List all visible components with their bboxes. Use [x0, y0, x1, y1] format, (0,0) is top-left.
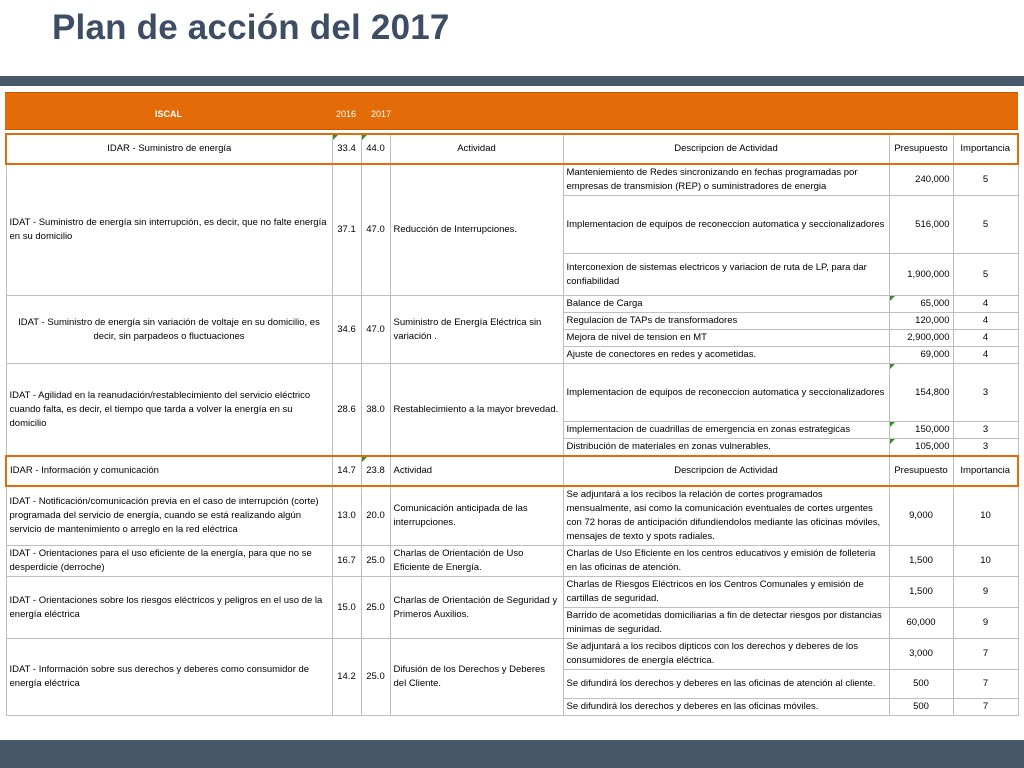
importance-cell: 5 [953, 196, 1018, 254]
table-row [6, 296, 1018, 313]
activity-cell: Restablecimiento a la mayor brevedad. [390, 364, 563, 457]
budget-cell: 1,900,000 [889, 254, 953, 296]
value-2016: 37.1 [332, 164, 361, 296]
footer-bar [0, 740, 1024, 768]
activity-cell: Comunicación anticipada de las interrupciones. [390, 486, 563, 546]
description-cell: Barrido de acometidas domiciliarias a fin de detectar riesgos por distancias minimas de seguridad. [563, 608, 889, 639]
budget-cell: 120,000 [889, 313, 953, 330]
indicator-cell: IDAT - Orientaciones para el uso eficiente de la energía, para que no se desperdicie (derroche) [6, 546, 332, 577]
table-row [6, 486, 1018, 546]
activity-cell: Difusión de los Derechos y Deberes del Cliente. [390, 639, 563, 716]
budget-cell: 60,000 [889, 608, 953, 639]
column-band [5, 92, 1018, 130]
importance-cell: 4 [953, 296, 1018, 313]
budget-cell: 500 [889, 699, 953, 716]
value-2016: 15.0 [332, 577, 361, 639]
importance-cell: 9 [953, 577, 1018, 608]
table-row [6, 364, 1018, 422]
activity-cell: Suministro de Energía Eléctrica sin variación . [390, 296, 563, 364]
budget-cell: 105,000 [889, 439, 953, 457]
activity-cell: Reducción de Interrupciones. [390, 164, 563, 296]
description-cell: Charlas de Uso Eficiente en los centros educativos y emisión de folleteria en las oficinas de atención. [563, 546, 889, 577]
description-cell: Ajuste de conectores en redes y acometidas. [563, 347, 889, 364]
importance-cell: 4 [953, 330, 1018, 347]
budget-cell: 1,500 [889, 546, 953, 577]
band-year-2016: 2016 [336, 109, 357, 119]
budget-cell: 154,800 [889, 364, 953, 422]
indicator-cell: IDAT - Suministro de energía sin variación de voltaje en su domicilio, es decir, sin parpadeos o fluctuaciones [6, 296, 332, 364]
description-cell: Se adjuntará a los recibos dipticos con los derechos y deberes de los consumidores de energía eléctrica. [563, 639, 889, 670]
budget-cell: 65,000 [889, 296, 953, 313]
importance-cell: 4 [953, 313, 1018, 330]
value-2016: 14.2 [332, 639, 361, 716]
action-plan-table [5, 133, 1019, 716]
description-cell: Se difundirá los derechos y deberes en las oficinas de atención al cliente. [563, 670, 889, 699]
importance-cell: 5 [953, 164, 1018, 196]
header-importance: Importancia [953, 456, 1018, 486]
budget-cell: 240,000 [889, 164, 953, 196]
title-divider-bar [0, 76, 1024, 86]
budget-cell: 516,000 [889, 196, 953, 254]
section-header-row [6, 134, 1018, 164]
value-2017: 25.0 [361, 546, 390, 577]
indicator-cell: IDAT - Suministro de energía sin interrupción, es decir, que no falte energía en su domicilio [6, 164, 332, 296]
importance-cell: 7 [953, 670, 1018, 699]
table-row [6, 577, 1018, 608]
indicator-cell: IDAT - Agilidad en la reanudación/restablecimiento del servicio eléctrico cuando falta, es decir, el tiempo que tarda a volver la energía en su domicilio [6, 364, 332, 457]
description-cell: Mejora de nivel de tension en MT [563, 330, 889, 347]
description-cell: Charlas de Riesgos Eléctricos en los Centros Comunales y emisión de cartillas de seguridad. [563, 577, 889, 608]
budget-cell: 69,000 [889, 347, 953, 364]
table-row [6, 546, 1018, 577]
description-cell: Implementacion de equipos de reconeccion automatica y seccionalizadores [563, 364, 889, 422]
header-value-2017: 23.8 [361, 456, 390, 486]
value-2016: 13.0 [332, 486, 361, 546]
header-description: Descripcion de Actividad [563, 456, 889, 486]
budget-cell: 1,500 [889, 577, 953, 608]
band-label: ISCAL [155, 109, 182, 119]
value-2017: 25.0 [361, 577, 390, 639]
header-value-2016: 33.4 [332, 134, 361, 164]
value-2017: 47.0 [361, 296, 390, 364]
value-2017: 47.0 [361, 164, 390, 296]
budget-cell: 3,000 [889, 639, 953, 670]
budget-cell: 9,000 [889, 486, 953, 546]
budget-cell: 150,000 [889, 422, 953, 439]
table-row [6, 164, 1018, 196]
header-budget: Presupuesto [889, 456, 953, 486]
header-activity: Actividad [390, 134, 563, 164]
description-cell: Interconexion de sistemas electricos y variacion de ruta de LP, para dar confiabilidad [563, 254, 889, 296]
description-cell: Se difundirá los derechos y deberes en las oficinas móviles. [563, 699, 889, 716]
table-row [6, 639, 1018, 670]
description-cell: Se adjuntará a los recibos la relación de cortes programados mensualmente, asi como la comunicación eventuales de cortes urgentes con 72 horas de anticipación difundiendolos mediante las oficinas móviles, mensajes de texto y spots radiales. [563, 486, 889, 546]
section-name: IDAR - Información y comunicación [6, 456, 332, 486]
activity-cell: Charlas de Orientación de Uso Eficiente de Energía. [390, 546, 563, 577]
header-activity: Actividad [390, 456, 563, 486]
header-importance: Importancia [953, 134, 1018, 164]
header-description: Descripcion de Actividad [563, 134, 889, 164]
header-value-2016: 14.7 [332, 456, 361, 486]
importance-cell: 7 [953, 699, 1018, 716]
value-2016: 34.6 [332, 296, 361, 364]
section-header-row [6, 456, 1018, 486]
page-title: Plan de acción del 2017 [52, 8, 450, 47]
description-cell: Balance de Carga [563, 296, 889, 313]
indicator-cell: IDAT - Información sobre sus derechos y deberes como consumidor de energía eléctrica [6, 639, 332, 716]
importance-cell: 7 [953, 639, 1018, 670]
value-2016: 28.6 [332, 364, 361, 457]
header-budget: Presupuesto [889, 134, 953, 164]
indicator-cell: IDAT - Orientaciones sobre los riesgos eléctricos y peligros en el uso de la energía eléctrica [6, 577, 332, 639]
section-name: IDAR - Suministro de energía [6, 134, 332, 164]
description-cell: Manteniemiento de Redes sincronizando en fechas programadas por empresas de transmision (REP) o suministradores de energia [563, 164, 889, 196]
description-cell: Implementacion de cuadrillas de emergencia en zonas estrategicas [563, 422, 889, 439]
description-cell: Implementacion de equipos de reconeccion automatica y seccionalizadores [563, 196, 889, 254]
band-year-2017: 2017 [371, 109, 392, 119]
value-2017: 38.0 [361, 364, 390, 457]
activity-cell: Charlas de Orientación de Seguridad y Primeros Auxilios. [390, 577, 563, 639]
importance-cell: 9 [953, 608, 1018, 639]
value-2017: 20.0 [361, 486, 390, 546]
importance-cell: 4 [953, 347, 1018, 364]
budget-cell: 2,900,000 [889, 330, 953, 347]
importance-cell: 3 [953, 439, 1018, 457]
value-2017: 25.0 [361, 639, 390, 716]
indicator-cell: IDAT - Notificación/comunicación previa en el caso de interrupción (corte) programada del servicio de energía, cuando se está realizando algún servicio de mantenimiento o arreglo en la red eléctrica [6, 486, 332, 546]
importance-cell: 5 [953, 254, 1018, 296]
budget-cell: 500 [889, 670, 953, 699]
importance-cell: 10 [953, 546, 1018, 577]
description-cell: Regulacion de TAPs de transformadores [563, 313, 889, 330]
importance-cell: 3 [953, 422, 1018, 439]
description-cell: Distribución de materiales en zonas vulnerables. [563, 439, 889, 457]
header-value-2017: 44.0 [361, 134, 390, 164]
value-2016: 16.7 [332, 546, 361, 577]
importance-cell: 10 [953, 486, 1018, 546]
importance-cell: 3 [953, 364, 1018, 422]
